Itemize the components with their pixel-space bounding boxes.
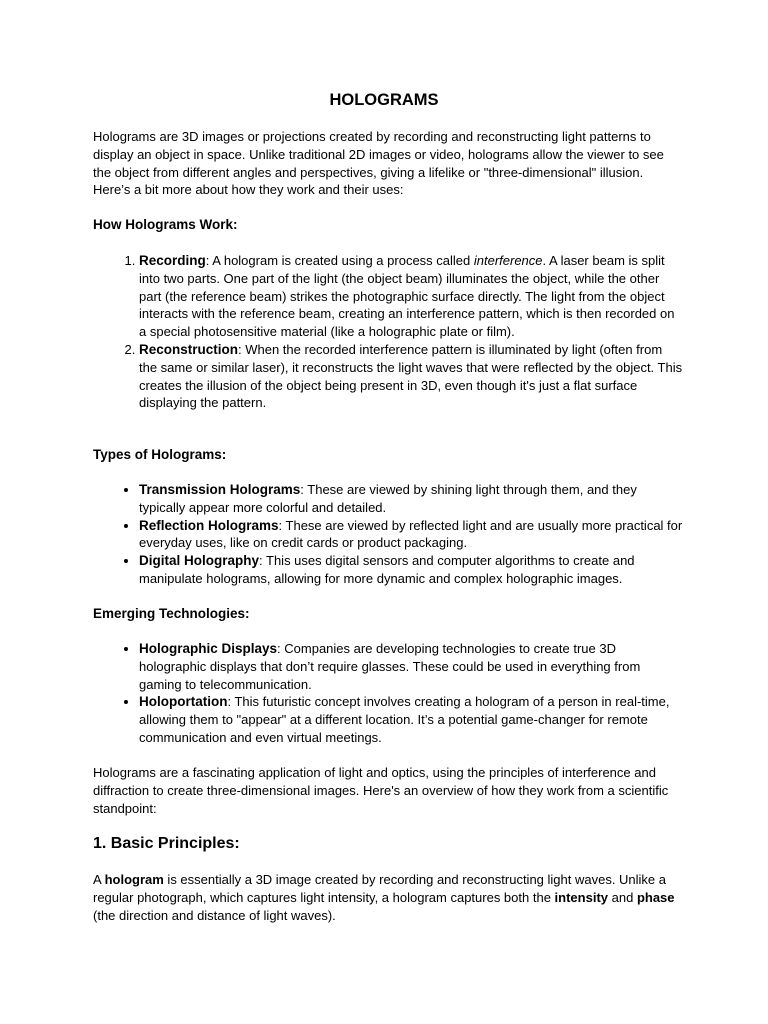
section-heading-how-work: How Holograms Work:: [93, 217, 238, 232]
list-item-recording: [139, 252, 683, 341]
intro-paragraph: Holograms are 3D images or projections created by recording and reconstructing light patterns to display an object in space. Unlike traditional 2D images or video, holograms allow the viewer to see the object from different angles and perspectives, giving a lifelike or "three-dimensional" illusion. Here’s a bit more about how they work and their uses:: [93, 129, 664, 198]
basic-principles-section: [93, 834, 683, 854]
how-work-list-block: [93, 252, 683, 412]
recording-text-pre: : A hologram is created using a process called: [205, 253, 474, 268]
list-item-reconstruction: [139, 341, 683, 412]
basic-text-c: and: [608, 889, 637, 905]
section-heading-basic: 1. Basic Principles:: [93, 835, 240, 852]
overview-section: [93, 764, 683, 817]
list-item-displays: [139, 640, 683, 693]
holoportation-text: : This futuristic concept involves creating a hologram of a person in real-time, allowing them to "appear" at a different location. It’s a potential game-changer for remote communication and even virtual meetings.: [139, 694, 670, 745]
reconstruction-text: : When the recorded interference pattern is illuminated by light (often from the same or similar laser), it reconstructs the light waves that were reflected by the object. This creates the illusion of the object being present in 3D, even though it's just a flat surface displaying the pattern.: [139, 341, 683, 411]
displays-text: : Companies are developing technologies to create true 3D holographic displays that don’t require glasses. These could be used in everything from gaming to telecommunication.: [139, 641, 641, 692]
how-work-list: [93, 252, 683, 412]
basic-term-intensity: intensity: [554, 889, 609, 905]
emerging-list: [93, 640, 683, 747]
types-list-block: [93, 481, 683, 588]
recording-emphasis: interference: [473, 253, 543, 268]
how-holograms-work-section: [93, 216, 683, 234]
basic-principles-body: [93, 871, 683, 924]
digital-text: : This uses digital sensors and computer algorithms to create and manipulate holograms, allowing for more dynamic and complex holographic images.: [139, 553, 635, 586]
reflection-text: : These are viewed by reflected light and are usually more practical for everyday uses, like on credit cards or product packaging.: [139, 517, 683, 551]
list-item-reflection: [139, 517, 683, 553]
basic-term-phase: phase: [636, 889, 675, 905]
recording-text-post: . A laser beam is split into two parts. One part of the light (the object beam) illuminates the object, while the other part (the reference beam) strikes the photographic surface directly. The light from the object interacts with the reference beam, creating an interference pattern, which is then recorded on a special photosensitive material (like a holographic plate or film).: [139, 253, 675, 340]
term-holoportation: Holoportation: [139, 694, 228, 710]
intro-section: [93, 128, 683, 199]
basic-text-d: (the direction and distance of light waves).: [93, 907, 336, 923]
list-item-transmission: [139, 481, 683, 517]
document-title: HOLOGRAMS: [329, 91, 439, 109]
term-reflection: Reflection Holograms: [139, 517, 279, 533]
term-digital: Digital Holography: [139, 553, 260, 569]
term-displays: Holographic Displays: [139, 641, 278, 656]
term-reconstruction: Reconstruction: [139, 341, 239, 357]
basic-principles-paragraph: [93, 871, 683, 924]
list-item-holoportation: [139, 693, 683, 746]
basic-text-a: A: [93, 872, 105, 887]
types-section: [93, 446, 683, 464]
emerging-section: [93, 605, 683, 623]
section-heading-types: Types of Holograms:: [93, 447, 227, 462]
section-heading-emerging: Emerging Technologies:: [93, 606, 250, 621]
basic-term-hologram: hologram: [104, 872, 164, 887]
term-recording: Recording: [139, 253, 206, 268]
list-item-digital: [139, 552, 683, 588]
types-list: [93, 481, 683, 588]
basic-text-b: is essentially a 3D image created by recording and reconstructing light waves. Unlike a regular photograph, which captures light intensity, a hologram captures both the: [93, 872, 667, 905]
emerging-list-block: [93, 640, 683, 747]
term-transmission: Transmission Holograms: [139, 482, 301, 497]
transmission-text: : These are viewed by shining light through them, and they typically appear more colorful and detailed.: [139, 482, 637, 515]
overview-paragraph: Holograms are a fascinating application of light and optics, using the principles of interference and diffraction to create three-dimensional images. Here's an overview of how they work from a scientific standpoint:: [93, 765, 669, 816]
